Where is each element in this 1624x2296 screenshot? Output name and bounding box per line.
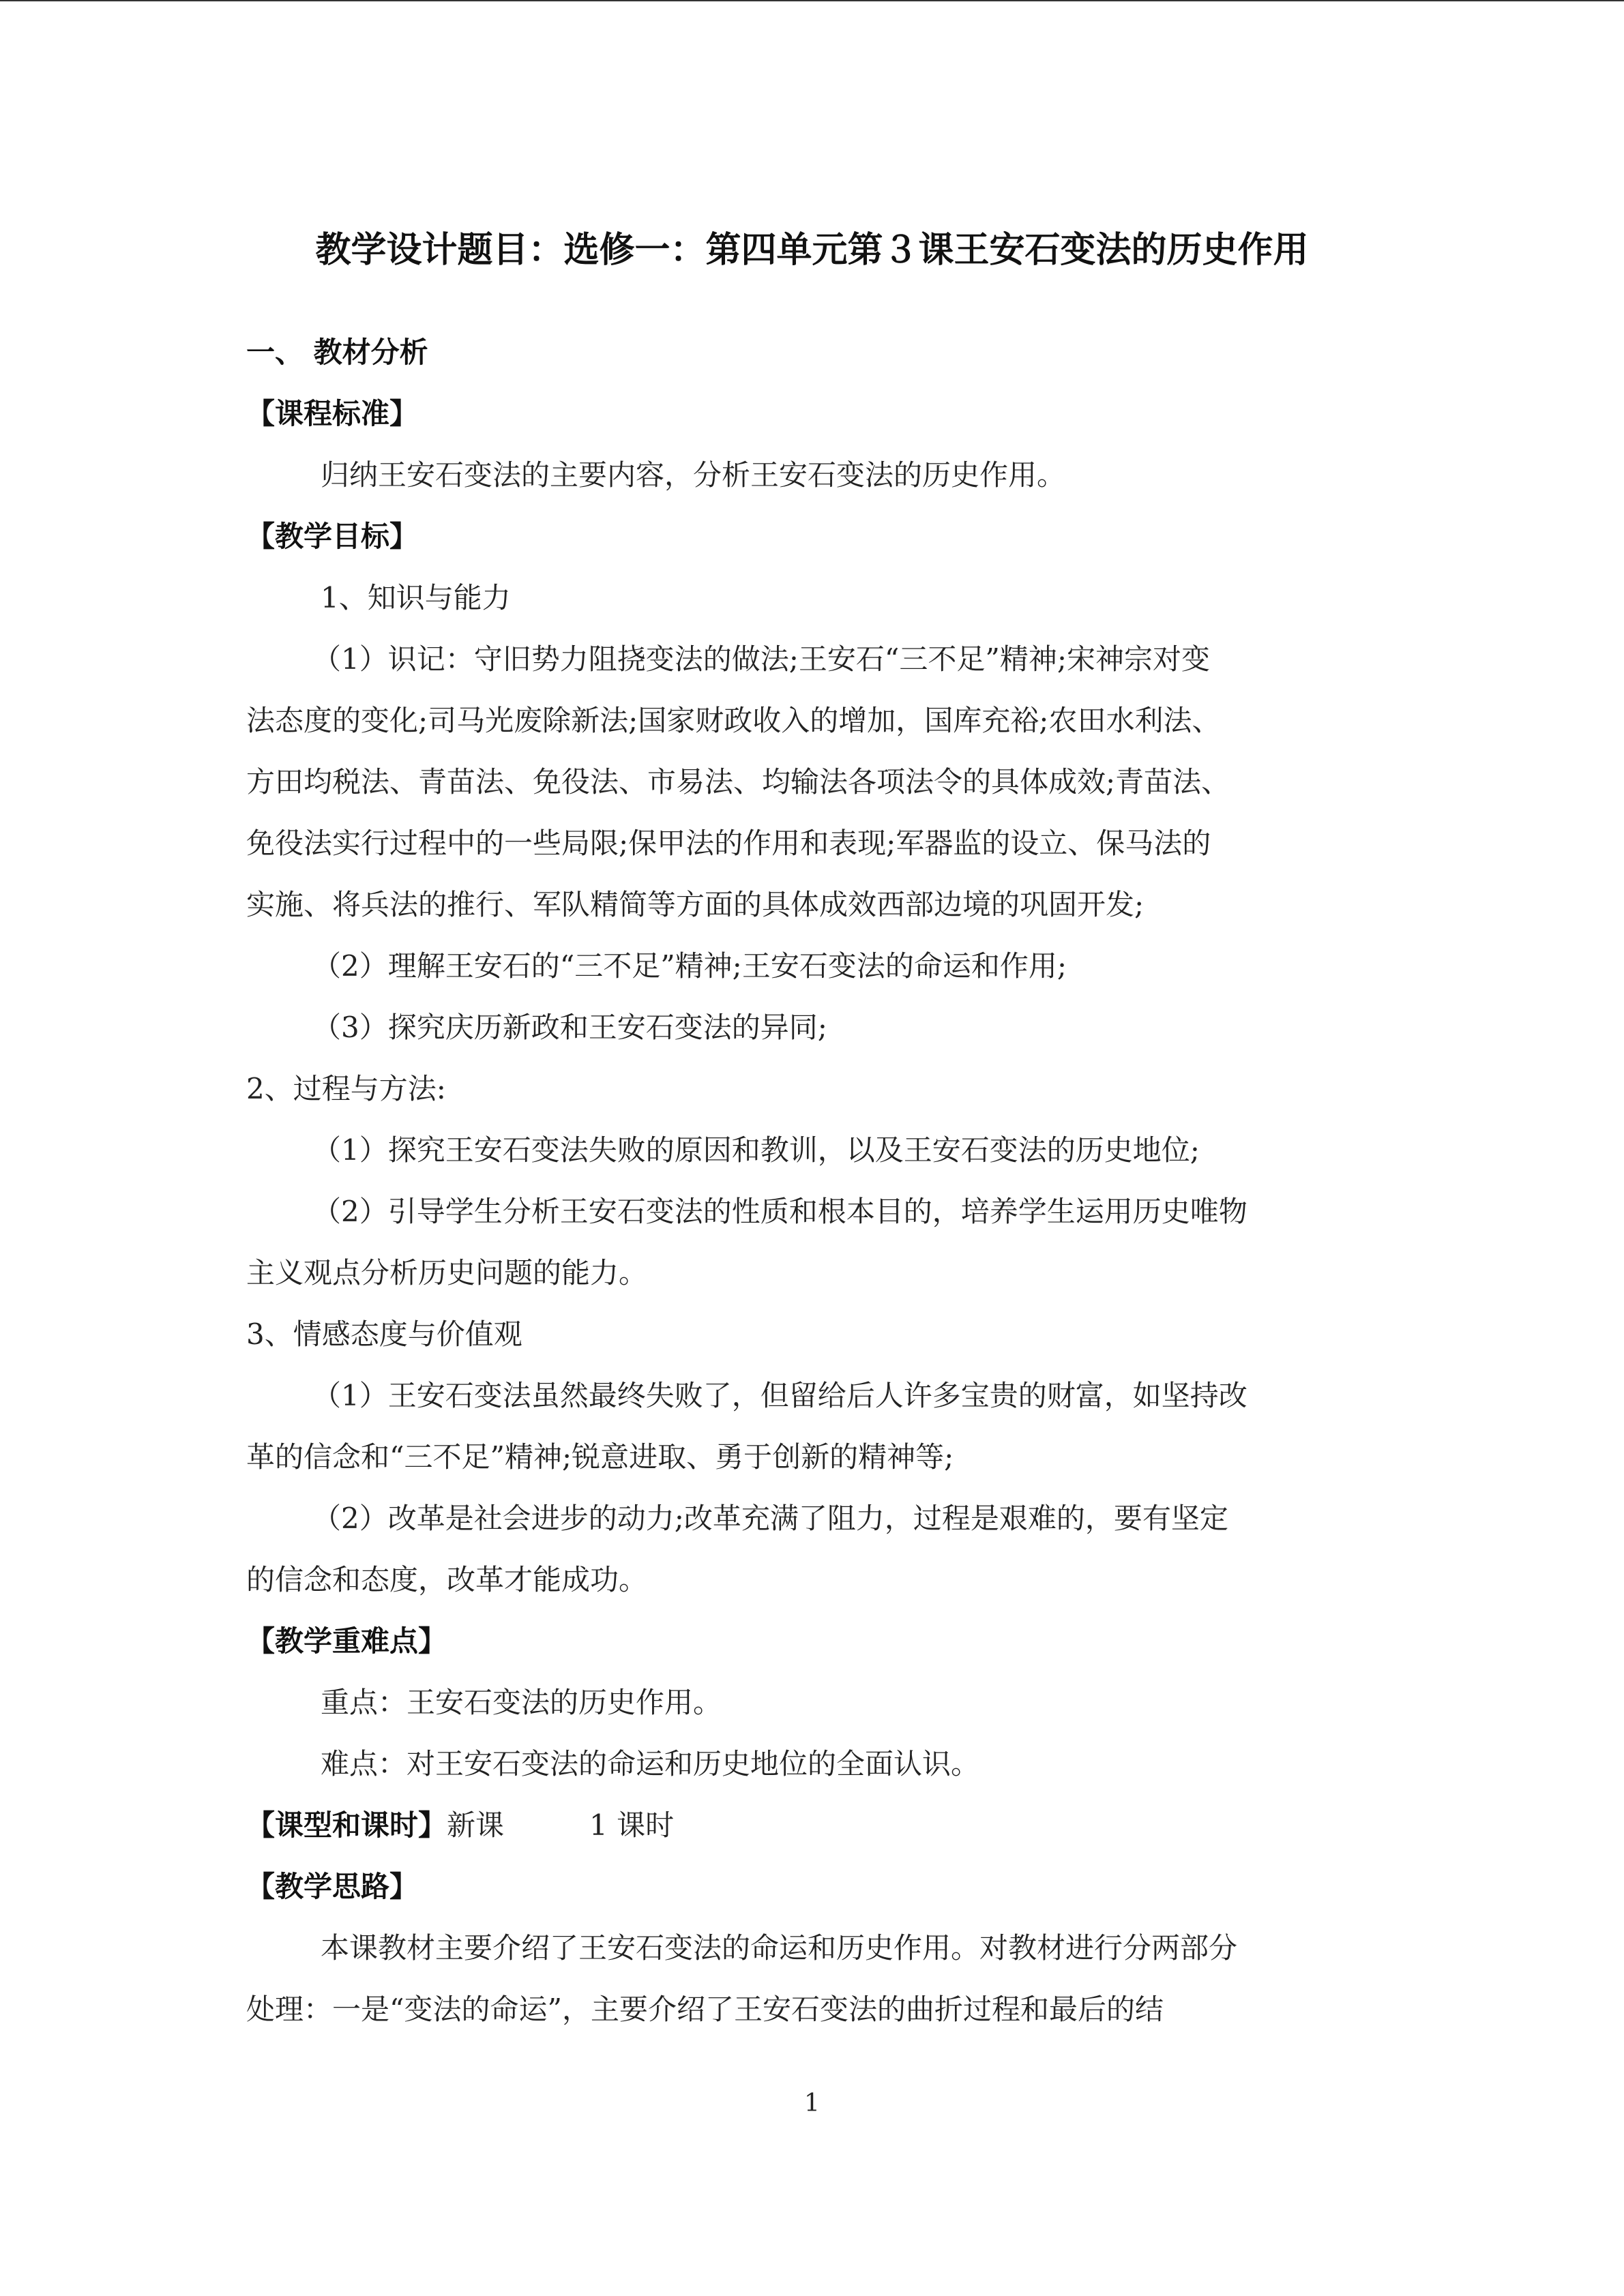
process-item-1: （1）探究王安石变法失败的原因和教训，以及王安石变法的历史地位; xyxy=(312,1133,1200,1167)
knowledge-item-1-line: 方田均税法、青苗法、免役法、市易法、均输法各项法令的具体成效;青苗法、 xyxy=(246,765,1230,799)
lesson-hours-value: 1 课时 xyxy=(589,1808,675,1842)
emotion-item-2-line: （2）改革是社会进步的动力;改革充满了阻力，过程是艰难的，要有坚定 xyxy=(312,1502,1228,1535)
knowledge-item-1-line: 法态度的变化;司马光废除新法;国家财政收入的增加，国库充裕;农田水利法、 xyxy=(246,704,1221,737)
emotion-values-heading: 3、情感态度与价值观 xyxy=(246,1317,522,1351)
key-points-heading: 【教学重难点】 xyxy=(246,1624,447,1658)
emotion-item-2-line: 的信念和态度，改革才能成功。 xyxy=(246,1563,648,1596)
knowledge-item-1-line: 免役法实行过程中的一些局限;保甲法的作用和表现;军器监的设立、保马法的 xyxy=(246,826,1211,860)
course-standard-heading: 【课程标准】 xyxy=(246,397,419,430)
lesson-type-row xyxy=(246,1795,674,1856)
lesson-type-heading: 【课型和课时】 xyxy=(246,1808,447,1842)
teaching-ideas-line: 处理：一是“变法的命运”，主要介绍了王安石变法的曲折过程和最后的结 xyxy=(246,1993,1164,2026)
section-heading-textbook-analysis: 一、 教材分析 xyxy=(246,336,428,369)
emotion-item-1-line: （1）王安石变法虽然最终失败了，但留给后人许多宝贵的财富，如坚持改 xyxy=(312,1379,1247,1412)
process-item-2-line: 主义观点分析历史问题的能力。 xyxy=(246,1256,648,1289)
difficult-point-text: 难点：对王安石变法的命运和历史地位的全面认识。 xyxy=(321,1747,980,1780)
lesson-type-value: 新课 xyxy=(447,1808,505,1842)
emotion-item-1-line: 革的信念和“三不足”精神;锐意进取、勇于创新的精神等; xyxy=(246,1440,954,1474)
page-number: 1 xyxy=(804,2089,820,2117)
course-standard-text: 归纳王安石变法的主要内容，分析王安石变法的历史作用。 xyxy=(321,458,1066,492)
knowledge-item-3: （3）探究庆历新政和王安石变法的异同; xyxy=(312,1011,827,1044)
teaching-ideas-line: 本课教材主要介绍了王安石变法的命运和历史作用。对教材进行分两部分 xyxy=(321,1931,1238,1965)
knowledge-item-1-line: （1）识记：守旧势力阻挠变法的做法;王安石“三不足”精神;宋神宗对变 xyxy=(312,642,1210,676)
knowledge-item-1-line: 实施、将兵法的推行、军队精简等方面的具体成效西部边境的巩固开发; xyxy=(246,888,1145,921)
key-point-text: 重点：王安石变法的历史作用。 xyxy=(321,1686,722,1719)
knowledge-ability-heading: 1、知识与能力 xyxy=(321,581,511,614)
process-item-2-line: （2）引导学生分析王安石变法的性质和根本目的，培养学生运用历史唯物 xyxy=(312,1195,1247,1228)
teaching-ideas-heading: 【教学思路】 xyxy=(246,1870,419,1903)
knowledge-item-2: （2）理解王安石的“三不足”精神;王安石变法的命运和作用; xyxy=(312,949,1067,983)
teaching-goals-heading: 【教学目标】 xyxy=(246,520,419,553)
process-method-heading: 2、过程与方法: xyxy=(246,1072,446,1105)
document-title: 教学设计题目：选修一：第四单元第３课王安石变法的历史作用 xyxy=(315,230,1309,271)
